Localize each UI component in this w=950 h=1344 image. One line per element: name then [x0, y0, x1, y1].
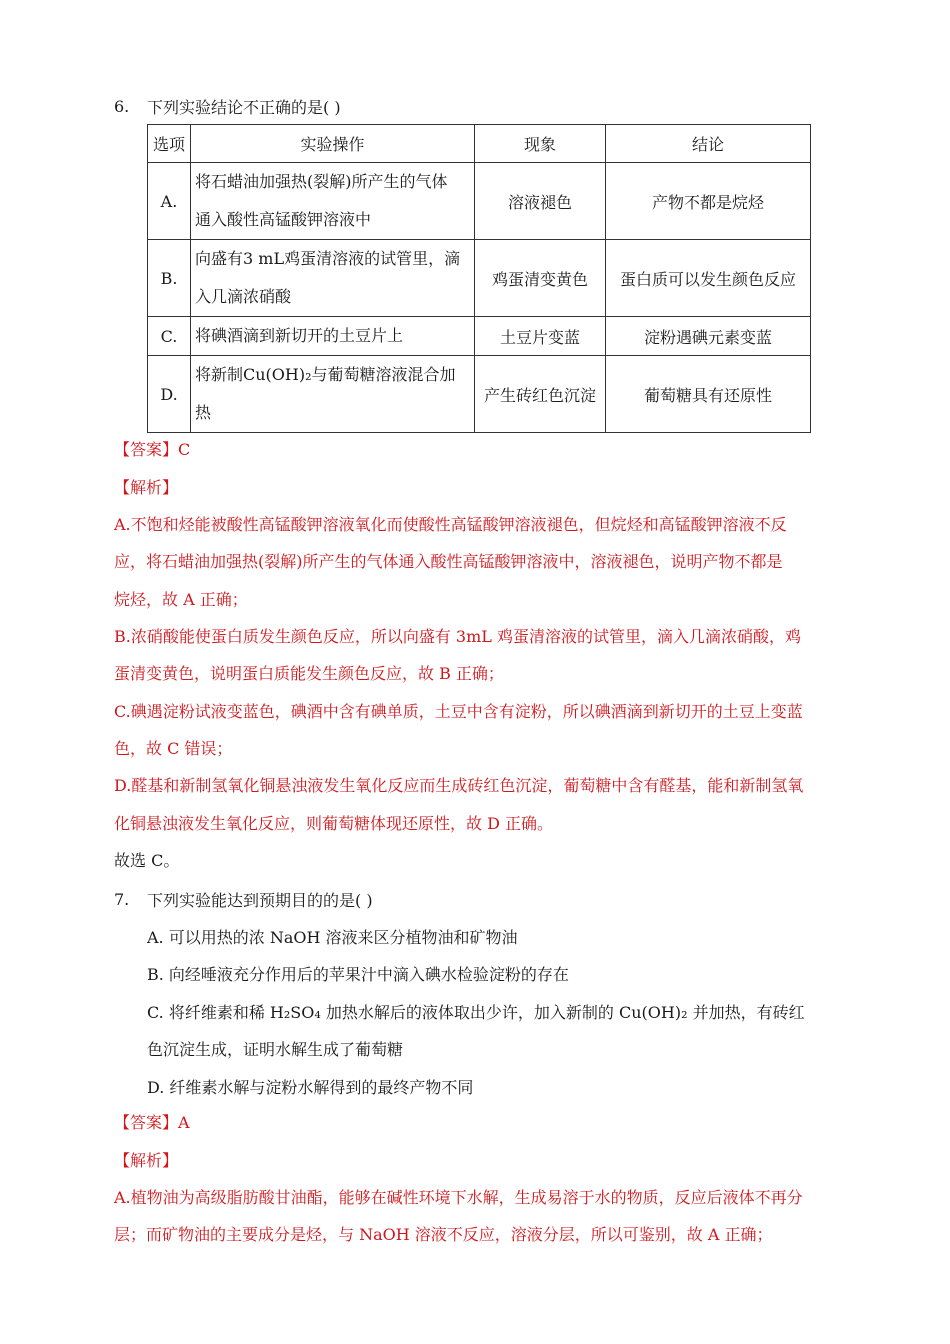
row-operation-line: 将石蜡油加强热(裂解)所产生的气体 [195, 172, 448, 191]
row-operation [191, 356, 475, 433]
analysis-line: 蛋清变黄色，说明蛋白质能发生颜色反应，故 B 正确； [114, 664, 504, 683]
table-header-row [148, 125, 811, 163]
row-operation [191, 163, 475, 240]
analysis-line: 化铜悬浊液发生氧化反应，则葡萄糖体现还原性，故 D 正确。 [114, 814, 554, 833]
question-6-analysis-label: 【解析】 [114, 478, 179, 497]
question-7-stem: 下列实验能达到预期目的的是( ) [147, 891, 373, 910]
analysis-line: 色，故 C 错误； [114, 739, 233, 758]
row-option: B. [148, 240, 191, 317]
analysis-line: 烷烃，故 A 正确； [114, 590, 248, 609]
row-option: D. [148, 356, 191, 433]
row-phenomenon: 土豆片变蓝 [475, 317, 606, 356]
question-6-answer: 【答案】C [114, 440, 191, 459]
row-operation-line: 热 [195, 403, 212, 422]
question-7-number: 7. [114, 890, 130, 909]
analysis-line: 层；而矿物油的主要成分是烃，与 NaOH 溶液不反应，溶液分层，所以可鉴别，故 A 正确； [114, 1225, 773, 1244]
row-operation [191, 317, 475, 356]
row-phenomenon: 溶液褪色 [475, 163, 606, 240]
question-6-conclusion: 故选 C。 [114, 851, 180, 870]
row-operation-line: 向盛有3 mL鸡蛋清溶液的试管里，滴 [195, 249, 461, 268]
question-7-answer: 【答案】A [114, 1113, 190, 1132]
analysis-line: 应，将石蜡油加强热(裂解)所产生的气体通入酸性高锰酸钾溶液中，溶液褪色，说明产物不都是 [114, 552, 783, 571]
row-operation-line: 将新制Cu(OH)₂与葡萄糖溶液混合加 [195, 365, 456, 384]
question-6-number: 6. [114, 97, 130, 116]
row-conclusion: 葡萄糖具有还原性 [606, 356, 811, 433]
row-option: C. [148, 317, 191, 356]
question-6-stem: 下列实验结论不正确的是( ) [147, 98, 341, 117]
row-operation-line: 通入酸性高锰酸钾溶液中 [195, 210, 372, 229]
row-conclusion: 淀粉遇碘元素变蓝 [606, 317, 811, 356]
analysis-line: B.浓硝酸能使蛋白质发生颜色反应，所以向盛有 3mL 鸡蛋清溶液的试管里，滴入几滴浓硝酸，鸡 [114, 627, 801, 646]
question-7-option-c-cont: 色沉淀生成，证明水解生成了葡萄糖 [147, 1040, 404, 1059]
question-7-option-d: D. 纤维素水解与淀粉水解得到的最终产物不同 [147, 1078, 474, 1097]
question-7-analysis-label: 【解析】 [114, 1151, 179, 1170]
header-operation: 实验操作 [191, 125, 475, 163]
question-7-option-b: B. 向经唾液充分作用后的苹果汁中滴入碘水检验淀粉的存在 [147, 965, 569, 984]
question-7-option-c: C. 将纤维素和稀 H₂SO₄ 加热水解后的液体取出少许，加入新制的 Cu(OH)₂ 并加热，有砖红 [147, 1003, 805, 1022]
question-7-option-a: A. 可以用热的浓 NaOH 溶液来区分植物油和矿物油 [147, 928, 518, 947]
table-row [148, 317, 811, 356]
analysis-line: A.植物油为高级脂肪酸甘油酯，能够在碱性环境下水解，生成易溶于水的物质，反应后液体不再分 [114, 1188, 803, 1207]
table-row [148, 240, 811, 317]
row-option: A. [148, 163, 191, 240]
header-conclusion: 结论 [606, 125, 811, 163]
table-row [148, 163, 811, 240]
analysis-line: C.碘遇淀粉试液变蓝色，碘酒中含有碘单质，土豆中含有淀粉，所以碘酒滴到新切开的土豆上变蓝 [114, 702, 803, 721]
question-6-table [147, 124, 811, 433]
row-phenomenon: 产生砖红色沉淀 [475, 356, 606, 433]
row-phenomenon: 鸡蛋清变黄色 [475, 240, 606, 317]
row-operation-line: 入几滴浓硝酸 [195, 287, 292, 306]
row-operation-line: 将碘酒滴到新切开的土豆片上 [195, 326, 404, 345]
analysis-line: A.不饱和烃能被酸性高锰酸钾溶液氧化而使酸性高锰酸钾溶液褪色，但烷烃和高锰酸钾溶液不反 [114, 515, 787, 534]
header-option: 选项 [148, 125, 191, 163]
row-conclusion: 蛋白质可以发生颜色反应 [606, 240, 811, 317]
row-operation [191, 240, 475, 317]
row-conclusion: 产物不都是烷烃 [606, 163, 811, 240]
analysis-line: D.醛基和新制氢氧化铜悬浊液发生氧化反应而生成砖红色沉淀，葡萄糖中含有醛基，能和新制氢氧 [114, 776, 804, 795]
table-row [148, 356, 811, 433]
header-phenomenon: 现象 [475, 125, 606, 163]
